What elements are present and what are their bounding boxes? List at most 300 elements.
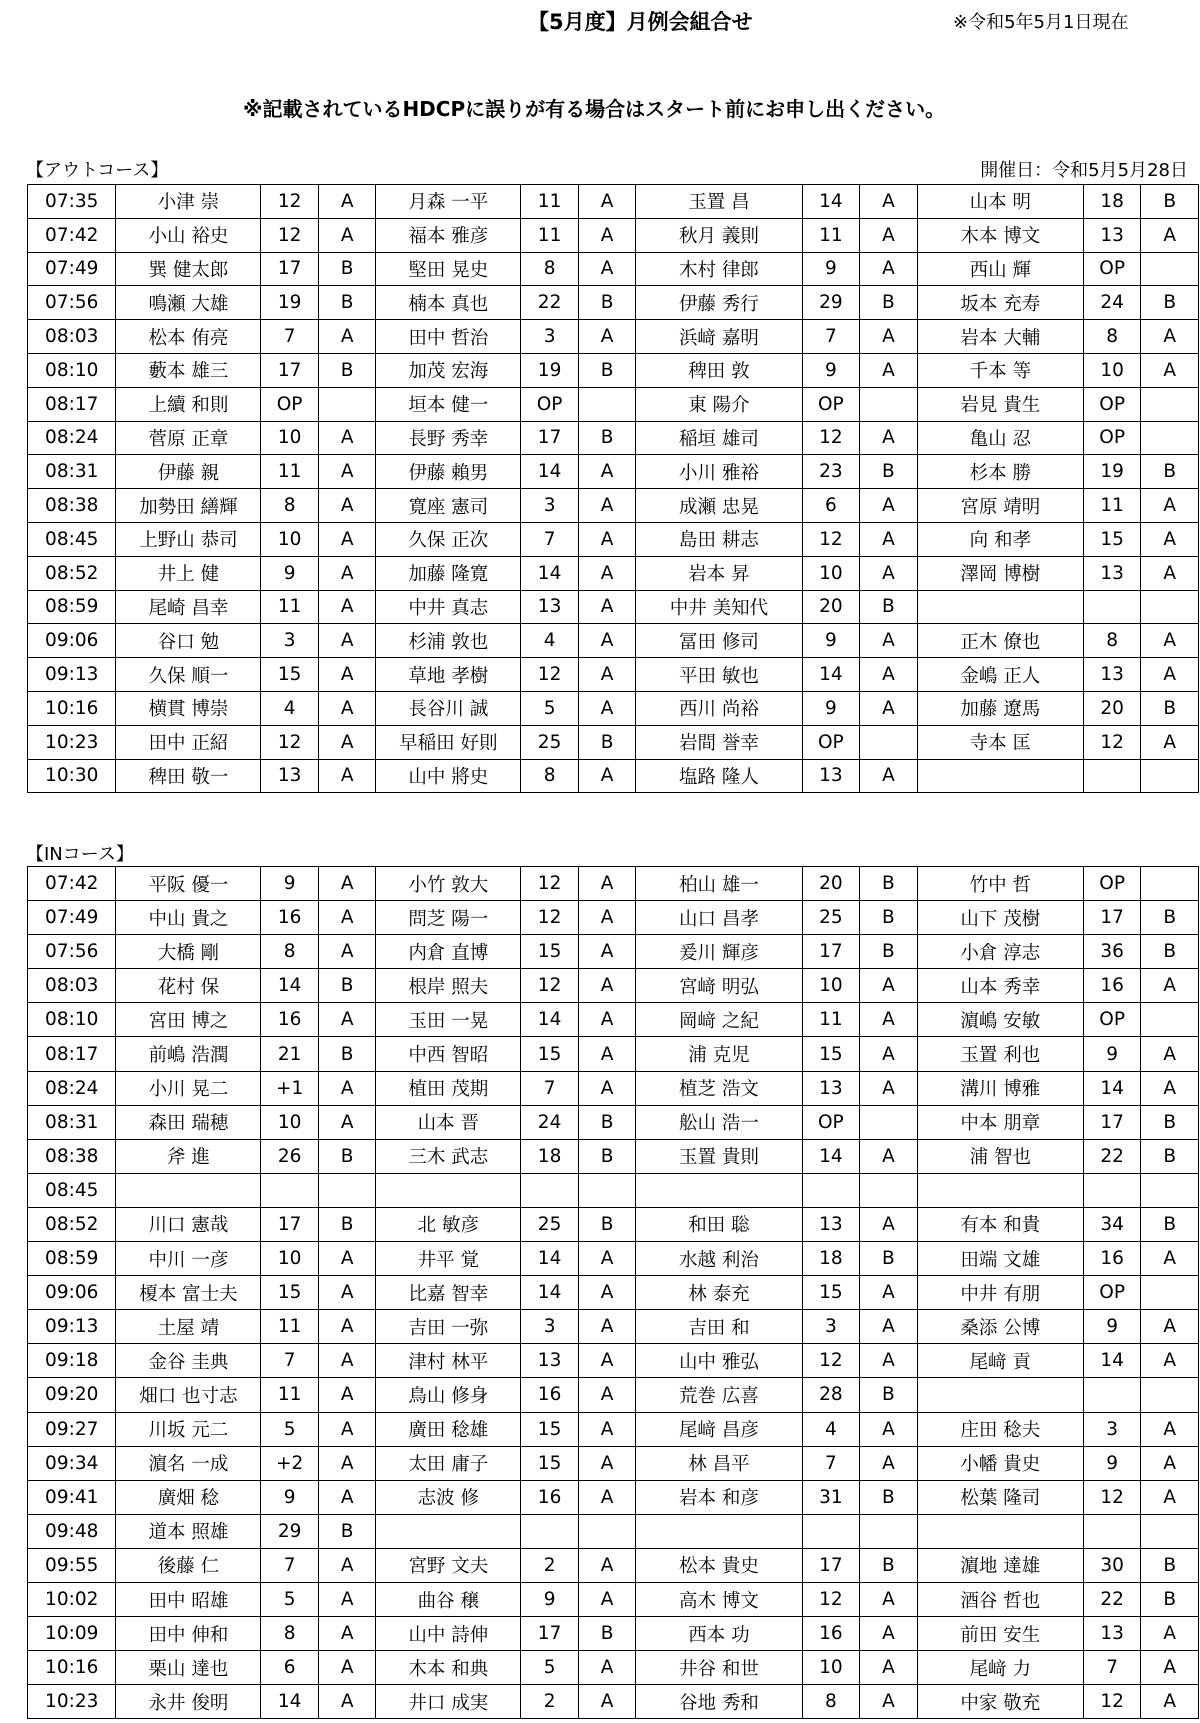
hdcp-cell: 20 xyxy=(802,867,860,901)
tee-time-cell: 07:49 xyxy=(28,901,116,935)
out-course-rows xyxy=(28,185,1199,793)
player-name-cell: 道本 照雄 xyxy=(116,1514,261,1548)
player-name-cell: 山中 將史 xyxy=(376,759,521,793)
class-cell: A xyxy=(860,1344,918,1378)
table-row xyxy=(28,969,1199,1003)
class-cell: A xyxy=(318,1003,376,1037)
hdcp-cell: 11 xyxy=(802,1003,860,1037)
hdcp-cell: 7 xyxy=(1083,1651,1141,1685)
hdcp-cell: 12 xyxy=(802,522,860,556)
tee-time-cell: 07:56 xyxy=(28,935,116,969)
hdcp-cell: 14 xyxy=(802,658,860,692)
player-name-cell: 横貫 博崇 xyxy=(116,691,261,725)
class-cell: B xyxy=(318,1139,376,1173)
player-name-cell: 根岸 照夫 xyxy=(376,969,521,1003)
tee-time-cell: 08:03 xyxy=(28,320,116,354)
class-cell xyxy=(1141,387,1199,421)
hdcp-cell: 11 xyxy=(261,590,319,624)
player-name-cell xyxy=(376,1514,521,1548)
player-name-cell: 高木 博文 xyxy=(636,1582,802,1616)
player-name-cell: 伊藤 親 xyxy=(116,455,261,489)
class-cell: A xyxy=(1141,624,1199,658)
class-cell: A xyxy=(318,901,376,935)
table-row xyxy=(28,867,1199,901)
hdcp-cell xyxy=(1083,759,1141,793)
class-cell xyxy=(860,387,918,421)
class-cell: A xyxy=(1141,1242,1199,1276)
class-cell: A xyxy=(1141,1617,1199,1651)
player-name-cell xyxy=(116,1173,261,1207)
hdcp-cell: 13 xyxy=(802,1207,860,1241)
page-title: 【5月度】月例会組合せ xyxy=(528,10,753,34)
class-cell: B xyxy=(860,1242,918,1276)
class-cell: A xyxy=(860,556,918,590)
class-cell: A xyxy=(860,185,918,219)
class-cell: B xyxy=(1141,935,1199,969)
player-name-cell: 西山 輝 xyxy=(917,252,1083,286)
player-name-cell: 永井 俊明 xyxy=(116,1685,261,1719)
player-name-cell: 小津 崇 xyxy=(116,185,261,219)
table-row xyxy=(28,1173,1199,1207)
hdcp-cell: 16 xyxy=(521,1378,579,1412)
player-name-cell: 太田 庸子 xyxy=(376,1446,521,1480)
player-name-cell: 塩路 隆人 xyxy=(636,759,802,793)
class-cell: A xyxy=(1141,1480,1199,1514)
table-row xyxy=(28,1276,1199,1310)
class-cell: A xyxy=(1141,353,1199,387)
hdcp-cell: 11 xyxy=(521,185,579,219)
hdcp-cell: 25 xyxy=(802,901,860,935)
hdcp-cell: 9 xyxy=(261,556,319,590)
class-cell: A xyxy=(1141,969,1199,1003)
class-cell: B xyxy=(860,901,918,935)
hdcp-cell: 12 xyxy=(521,867,579,901)
hdcp-cell: 8 xyxy=(521,759,579,793)
table-row xyxy=(28,1446,1199,1480)
hdcp-cell: 14 xyxy=(521,1242,579,1276)
hdcp-cell: 4 xyxy=(261,691,319,725)
class-cell: B xyxy=(860,867,918,901)
player-name-cell: 林 昌平 xyxy=(636,1446,802,1480)
class-cell xyxy=(1141,1173,1199,1207)
class-cell: A xyxy=(578,1276,636,1310)
tee-time-cell: 08:10 xyxy=(28,1003,116,1037)
player-name-cell: 稗田 敦 xyxy=(636,353,802,387)
player-name-cell: 土屋 靖 xyxy=(116,1310,261,1344)
class-cell: A xyxy=(318,691,376,725)
hdcp-cell xyxy=(521,1514,579,1548)
class-cell: A xyxy=(578,867,636,901)
player-name-cell: 岡﨑 之紀 xyxy=(636,1003,802,1037)
hdcp-cell: 17 xyxy=(261,353,319,387)
class-cell: A xyxy=(578,969,636,1003)
player-name-cell: 成瀬 忠晃 xyxy=(636,489,802,523)
tee-time-cell: 08:24 xyxy=(28,1071,116,1105)
hdcp-cell: 16 xyxy=(521,1480,579,1514)
player-name-cell: 廣畑 稔 xyxy=(116,1480,261,1514)
tee-time-cell: 10:30 xyxy=(28,759,116,793)
player-name-cell: 坂本 充寿 xyxy=(917,286,1083,320)
player-name-cell: 大橋 剛 xyxy=(116,935,261,969)
hdcp-cell: 14 xyxy=(802,185,860,219)
player-name-cell xyxy=(917,1173,1083,1207)
hdcp-cell: 13 xyxy=(1083,218,1141,252)
player-name-cell: 溝川 博雅 xyxy=(917,1071,1083,1105)
class-cell: A xyxy=(318,725,376,759)
player-name-cell: 山中 詩伸 xyxy=(376,1617,521,1651)
player-name-cell: 植芝 浩文 xyxy=(636,1071,802,1105)
hdcp-cell: 13 xyxy=(802,759,860,793)
class-cell xyxy=(1141,421,1199,455)
player-name-cell: 中西 智昭 xyxy=(376,1037,521,1071)
class-cell xyxy=(860,1514,918,1548)
class-cell: A xyxy=(860,1651,918,1685)
class-cell: A xyxy=(318,1446,376,1480)
player-name-cell: 田中 伸和 xyxy=(116,1617,261,1651)
hdcp-cell: 3 xyxy=(1083,1412,1141,1446)
class-cell: A xyxy=(578,522,636,556)
hdcp-cell: 8 xyxy=(261,935,319,969)
hdcp-cell: 2 xyxy=(521,1548,579,1582)
class-cell: A xyxy=(860,759,918,793)
class-cell: A xyxy=(318,1310,376,1344)
player-name-cell: 巽 健太郎 xyxy=(116,252,261,286)
player-name-cell: 山口 昌孝 xyxy=(636,901,802,935)
player-name-cell xyxy=(917,759,1083,793)
player-name-cell: 尾崎 昌幸 xyxy=(116,590,261,624)
class-cell: B xyxy=(860,1480,918,1514)
hdcp-cell: 10 xyxy=(261,522,319,556)
class-cell: A xyxy=(1141,1310,1199,1344)
class-cell: A xyxy=(578,1412,636,1446)
table-row xyxy=(28,1514,1199,1548)
class-cell: A xyxy=(318,1276,376,1310)
class-cell: A xyxy=(860,1446,918,1480)
player-name-cell: 菅原 正章 xyxy=(116,421,261,455)
class-cell: A xyxy=(860,489,918,523)
hdcp-cell: 22 xyxy=(1083,1139,1141,1173)
player-name-cell: 平阪 優一 xyxy=(116,867,261,901)
table-row xyxy=(28,1582,1199,1616)
player-name-cell: 千本 等 xyxy=(917,353,1083,387)
player-name-cell: 松葉 隆司 xyxy=(917,1480,1083,1514)
class-cell: A xyxy=(578,185,636,219)
hdcp-cell: 12 xyxy=(521,901,579,935)
table-row xyxy=(28,353,1199,387)
tee-time-cell: 07:42 xyxy=(28,218,116,252)
class-cell: A xyxy=(860,353,918,387)
hdcp-cell: OP xyxy=(1083,1276,1141,1310)
class-cell: B xyxy=(318,969,376,1003)
player-name-cell: 濵嶋 安敏 xyxy=(917,1003,1083,1037)
hdcp-cell: 7 xyxy=(261,320,319,354)
class-cell: B xyxy=(318,1037,376,1071)
hdcp-cell: 7 xyxy=(521,522,579,556)
class-cell xyxy=(1141,1514,1199,1548)
tee-time-cell: 10:16 xyxy=(28,691,116,725)
hdcp-cell: 14 xyxy=(1083,1344,1141,1378)
hdcp-cell: 15 xyxy=(521,1446,579,1480)
hdcp-cell: 14 xyxy=(261,1685,319,1719)
class-cell: A xyxy=(860,1582,918,1616)
player-name-cell: 楠本 真也 xyxy=(376,286,521,320)
player-name-cell: 濵地 達雄 xyxy=(917,1548,1083,1582)
player-name-cell: 吉田 一弥 xyxy=(376,1310,521,1344)
player-name-cell xyxy=(917,590,1083,624)
class-cell: B xyxy=(578,421,636,455)
player-name-cell: 宮野 文夫 xyxy=(376,1548,521,1582)
hdcp-cell: 15 xyxy=(521,935,579,969)
class-cell: A xyxy=(578,691,636,725)
class-cell: A xyxy=(860,969,918,1003)
hdcp-cell: 8 xyxy=(1083,624,1141,658)
player-name-cell: 亀山 忍 xyxy=(917,421,1083,455)
hdcp-cell: 16 xyxy=(802,1617,860,1651)
table-row xyxy=(28,1651,1199,1685)
class-cell: A xyxy=(318,1071,376,1105)
class-cell: B xyxy=(318,353,376,387)
hdcp-cell: 3 xyxy=(261,624,319,658)
hdcp-cell: 4 xyxy=(802,1412,860,1446)
player-name-cell: 鳥山 修身 xyxy=(376,1378,521,1412)
hdcp-cell: 10 xyxy=(261,1105,319,1139)
table-row xyxy=(28,455,1199,489)
player-name-cell: 加勢田 繕輝 xyxy=(116,489,261,523)
tee-time-cell: 08:03 xyxy=(28,969,116,1003)
player-name-cell: 杉本 勝 xyxy=(917,455,1083,489)
class-cell: A xyxy=(1141,522,1199,556)
class-cell: A xyxy=(860,1003,918,1037)
hdcp-cell: 11 xyxy=(521,218,579,252)
class-cell: A xyxy=(318,867,376,901)
player-name-cell: 早稲田 好則 xyxy=(376,725,521,759)
player-name-cell: 堅田 晃史 xyxy=(376,252,521,286)
player-name-cell: 井上 健 xyxy=(116,556,261,590)
in-course-table xyxy=(27,866,1199,1719)
class-cell xyxy=(1141,252,1199,286)
player-name-cell: 鳴瀬 大雄 xyxy=(116,286,261,320)
class-cell xyxy=(1141,1276,1199,1310)
class-cell: B xyxy=(578,1105,636,1139)
player-name-cell: 玉置 貴則 xyxy=(636,1139,802,1173)
hdcp-cell: 12 xyxy=(802,421,860,455)
class-cell: A xyxy=(578,759,636,793)
class-cell: A xyxy=(578,489,636,523)
player-name-cell: 庄田 稔夫 xyxy=(917,1412,1083,1446)
player-name-cell: 小幡 貴史 xyxy=(917,1446,1083,1480)
hdcp-cell: 29 xyxy=(802,286,860,320)
class-cell xyxy=(1141,590,1199,624)
player-name-cell: 曲谷 穣 xyxy=(376,1582,521,1616)
hdcp-cell xyxy=(1083,590,1141,624)
tee-time-cell: 08:24 xyxy=(28,421,116,455)
player-name-cell: 田中 哲治 xyxy=(376,320,521,354)
class-cell: A xyxy=(1141,1446,1199,1480)
class-cell: B xyxy=(860,935,918,969)
table-row xyxy=(28,1412,1199,1446)
player-name-cell: 向 和孝 xyxy=(917,522,1083,556)
hdcp-cell: 12 xyxy=(1083,725,1141,759)
hdcp-cell: 14 xyxy=(521,455,579,489)
class-cell: A xyxy=(318,489,376,523)
class-cell: A xyxy=(318,218,376,252)
player-name-cell: 和田 聡 xyxy=(636,1207,802,1241)
class-cell: A xyxy=(318,1105,376,1139)
player-name-cell: 小川 雅裕 xyxy=(636,455,802,489)
table-row xyxy=(28,658,1199,692)
table-row xyxy=(28,1685,1199,1719)
player-name-cell: 玉置 利也 xyxy=(917,1037,1083,1071)
class-cell: B xyxy=(578,725,636,759)
class-cell: A xyxy=(318,556,376,590)
player-name-cell: 稗田 敬一 xyxy=(116,759,261,793)
hdcp-cell: 15 xyxy=(521,1037,579,1071)
player-name-cell: 草地 孝樹 xyxy=(376,658,521,692)
hdcp-cell: 7 xyxy=(261,1344,319,1378)
hdcp-cell: 8 xyxy=(261,489,319,523)
class-cell: A xyxy=(1141,725,1199,759)
hdcp-cell: 18 xyxy=(1083,185,1141,219)
hdcp-cell: 14 xyxy=(521,1276,579,1310)
player-name-cell: 廣田 稔雄 xyxy=(376,1412,521,1446)
hdcp-cell: OP xyxy=(1083,867,1141,901)
class-cell: B xyxy=(318,1207,376,1241)
player-name-cell: 荒巻 広喜 xyxy=(636,1378,802,1412)
tee-time-cell: 08:17 xyxy=(28,387,116,421)
tee-time-cell: 08:52 xyxy=(28,556,116,590)
class-cell: A xyxy=(578,455,636,489)
hdcp-cell: 17 xyxy=(521,1617,579,1651)
player-name-cell: 中井 有朋 xyxy=(917,1276,1083,1310)
player-name-cell: 加藤 遼馬 xyxy=(917,691,1083,725)
hdcp-cell xyxy=(521,1173,579,1207)
hdcp-cell: 12 xyxy=(261,185,319,219)
class-cell: B xyxy=(1141,901,1199,935)
class-cell: A xyxy=(578,590,636,624)
hdcp-cell: OP xyxy=(802,387,860,421)
player-name-cell: 井口 成実 xyxy=(376,1685,521,1719)
tee-time-cell: 10:09 xyxy=(28,1617,116,1651)
class-cell: A xyxy=(578,252,636,286)
event-date: 開催日：令和5月5月28日 xyxy=(980,160,1188,181)
class-cell xyxy=(860,725,918,759)
hdcp-cell: 14 xyxy=(521,556,579,590)
table-row xyxy=(28,522,1199,556)
hdcp-cell: 15 xyxy=(802,1037,860,1071)
class-cell: B xyxy=(1141,691,1199,725)
hdcp-cell: 10 xyxy=(261,1242,319,1276)
hdcp-cell: 9 xyxy=(1083,1310,1141,1344)
hdcp-cell: 3 xyxy=(802,1310,860,1344)
tee-time-cell: 08:10 xyxy=(28,353,116,387)
player-name-cell: 澤岡 博樹 xyxy=(917,556,1083,590)
hdcp-cell: 19 xyxy=(521,353,579,387)
hdcp-cell: 21 xyxy=(261,1037,319,1071)
hdcp-cell: 25 xyxy=(521,725,579,759)
player-name-cell: 田端 文雄 xyxy=(917,1242,1083,1276)
player-name-cell: 浦 智也 xyxy=(917,1139,1083,1173)
hdcp-cell: 7 xyxy=(802,1446,860,1480)
player-name-cell: 杉浦 敦也 xyxy=(376,624,521,658)
hdcp-cell: OP xyxy=(1083,1003,1141,1037)
class-cell: B xyxy=(1141,1548,1199,1582)
tee-time-cell: 08:45 xyxy=(28,1173,116,1207)
player-name-cell: 宮田 博之 xyxy=(116,1003,261,1037)
class-cell xyxy=(578,387,636,421)
hdcp-cell: 11 xyxy=(261,455,319,489)
player-name-cell: 西川 尚裕 xyxy=(636,691,802,725)
hdcp-cell: 30 xyxy=(1083,1548,1141,1582)
tee-time-cell: 08:17 xyxy=(28,1037,116,1071)
class-cell: A xyxy=(860,421,918,455)
tee-time-cell: 07:49 xyxy=(28,252,116,286)
player-name-cell: 有本 和貴 xyxy=(917,1207,1083,1241)
in-course-rows xyxy=(28,867,1199,1719)
table-row xyxy=(28,1037,1199,1071)
hdcp-cell: +2 xyxy=(261,1446,319,1480)
tee-time-cell: 09:18 xyxy=(28,1344,116,1378)
class-cell: B xyxy=(1141,1582,1199,1616)
table-row xyxy=(28,1139,1199,1173)
hdcp-cell: 31 xyxy=(802,1480,860,1514)
hdcp-cell: 16 xyxy=(1083,969,1141,1003)
class-cell: A xyxy=(578,1378,636,1412)
hdcp-cell: 25 xyxy=(521,1207,579,1241)
class-cell: A xyxy=(1141,1685,1199,1719)
player-name-cell: 田中 昭雄 xyxy=(116,1582,261,1616)
class-cell: A xyxy=(578,1582,636,1616)
hdcp-cell: 18 xyxy=(802,1242,860,1276)
class-cell: A xyxy=(860,218,918,252)
player-name-cell: 小竹 敦大 xyxy=(376,867,521,901)
hdcp-cell: 23 xyxy=(802,455,860,489)
class-cell: A xyxy=(860,1617,918,1651)
class-cell: A xyxy=(318,1651,376,1685)
player-name-cell: 秋月 義則 xyxy=(636,218,802,252)
player-name-cell: 正木 僚也 xyxy=(917,624,1083,658)
class-cell xyxy=(318,1173,376,1207)
player-name-cell: 川口 憲哉 xyxy=(116,1207,261,1241)
hdcp-cell: 14 xyxy=(261,969,319,1003)
player-name-cell: 斧 進 xyxy=(116,1139,261,1173)
tee-time-cell: 09:41 xyxy=(28,1480,116,1514)
player-name-cell: 柏山 雄一 xyxy=(636,867,802,901)
class-cell xyxy=(1141,1003,1199,1037)
player-name-cell: 宮原 靖明 xyxy=(917,489,1083,523)
player-name-cell: 小山 裕史 xyxy=(116,218,261,252)
hdcp-cell: 15 xyxy=(521,1412,579,1446)
out-course-label: 【アウトコース】 xyxy=(26,160,169,181)
class-cell: A xyxy=(578,1548,636,1582)
tee-time-cell: 07:56 xyxy=(28,286,116,320)
hdcp-cell: 7 xyxy=(802,320,860,354)
hdcp-cell: 8 xyxy=(802,1685,860,1719)
hdcp-cell: 10 xyxy=(261,421,319,455)
player-name-cell: 上續 和則 xyxy=(116,387,261,421)
class-cell: A xyxy=(318,759,376,793)
hdcp-cell: 9 xyxy=(802,252,860,286)
player-name-cell: 田中 正紹 xyxy=(116,725,261,759)
hdcp-cell: 10 xyxy=(802,969,860,1003)
player-name-cell: 山本 秀幸 xyxy=(917,969,1083,1003)
table-row xyxy=(28,185,1199,219)
hdcp-cell: 22 xyxy=(1083,1582,1141,1616)
class-cell: B xyxy=(1141,185,1199,219)
hdcp-cell: 3 xyxy=(521,1310,579,1344)
player-name-cell: 寺本 匡 xyxy=(917,725,1083,759)
hdcp-cell: OP xyxy=(1083,252,1141,286)
table-row xyxy=(28,1310,1199,1344)
